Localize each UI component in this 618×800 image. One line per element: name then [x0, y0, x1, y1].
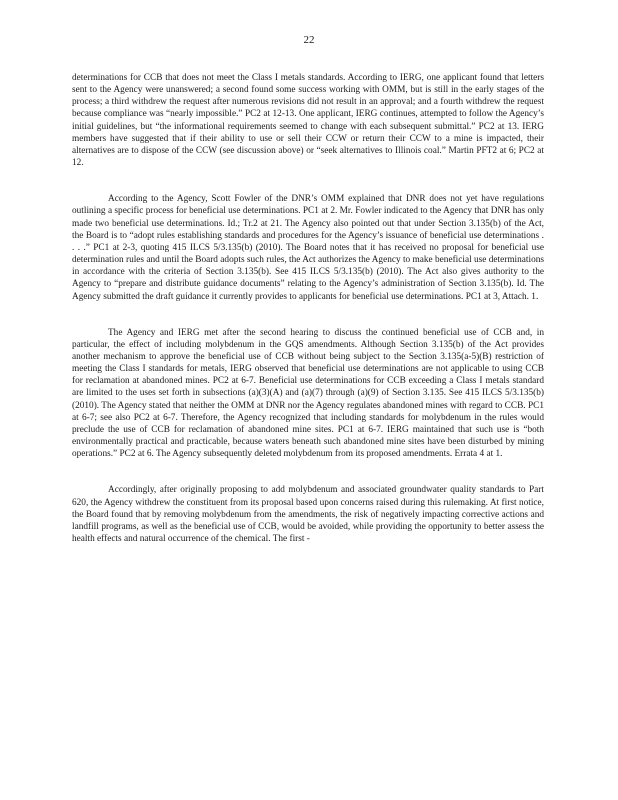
- paragraph-4: Accordingly, after originally proposing to add molybdenum and associated groundwater quality standards to Part 620, the Agency withdrew the constituent from its proposal based upon concerns raised during this rulemaking. At first notice, the Board found that by removing molybdenum from the amendments, the risk of negatively impacting corrective actions and landfill programs, as well as the beneficial use of CCB, would be avoided, while providing the opportunity to better assess the health effects and natural occurrence of the chemical. The first -: [72, 485, 544, 544]
- page-number: 22: [303, 34, 315, 46]
- paragraph-3: The Agency and IERG met after the second hearing to discuss the continued beneficial use of CCB and, in particular, the effect of including molybdenum in the GQS amendments. Although Section 3.135(b) of the Act provides another mechanism to approve the beneficial use of CCB without being subject to the Section 3.135(a-5)(B) restriction of meeting the Class I standards for metals, IERG observed that beneficial use determinations are not applicable to using CCB for reclamation at abandoned mines. PC2 at 6-7. Beneficial use determinations for CCB exceeding a Class I metals standard are limited to the uses set forth in subsections (a)(3)(A) and (a)(7) through (a)(9) of Section 3.135. See 415 ILCS 5/3.135(b) (2010). The Agency stated that neither the OMM at DNR nor the Agency regulates abandoned mines with regard to CCB. PC1 at 6-7; see also PC2 at 6-7. Therefore, the Agency recognized that including standards for molybdenum in the rules would preclude the use of CCB for reclamation of abandoned mine sites. PC1 at 6-7. IERG maintained that such use is “both environmentally practical and practicable, because waters beneath such abandoned mine sites have been disturbed by mining operations.” PC2 at 6. The Agency subsequently deleted molybdenum from its proposed amendments. Errata 4 at 1.: [72, 327, 544, 460]
- paragraph-1: determinations for CCB that does not meet the Class I metals standards. According to IERG, one applicant found that letters sent to the Agency were unanswered; a second found some success working with OMM, but is still in the early stages of the process; a third withdrew the request after numerous revisions did not result in an approval; and a fourth withdrew the request because compliance was “nearly impossible.” PC2 at 12-13. One applicant, IERG continues, attempted to follow the Agency’s initial guidelines, but “the informational requirements seemed to change with each subsequent submittal.” PC2 at 13. IERG members have suggested that if their ability to use or sell their CCW or return their CCW to a mine is impacted, their alternatives are to dispose of the CCW (see discussion above) or “seek alternatives to Illinois coal.” Martin PFT2 at 6; PC2 at 12.: [72, 73, 544, 169]
- document-body: [72, 72, 544, 569]
- paragraph-2: According to the Agency, Scott Fowler of the DNR’s OMM explained that DNR does not yet have regulations outlining a specific process for beneficial use determinations. PC1 at 2. Mr. Fowler indicated to the Agency that DNR has only made two beneficial use determinations. Id.; Tr.2 at 21. The Agency also pointed out that under Section 3.135(b) of the Act, the Board is to “adopt rules establishing standards and procedures for the Agency’s issuance of beneficial use determinations . . . .” PC1 at 2-3, quoting 415 ILCS 5/3.135(b) (2010). The Board notes that it has received no proposal for beneficial use determination rules and until the Board adopts such rules, the Act authorizes the Agency to make beneficial use determinations in accordance with the criteria of Section 3.135(b). See 415 ILCS 5/3.135(b) (2010). The Act also gives authority to the Agency to “prepare and distribute guidance documents” relating to the Agency’s administration of Section 3.135(b). Id. The Agency submitted the draft guidance it currently provides to applicants for beneficial use determinations. PC1 at 3, Attach. 1.: [72, 194, 544, 302]
